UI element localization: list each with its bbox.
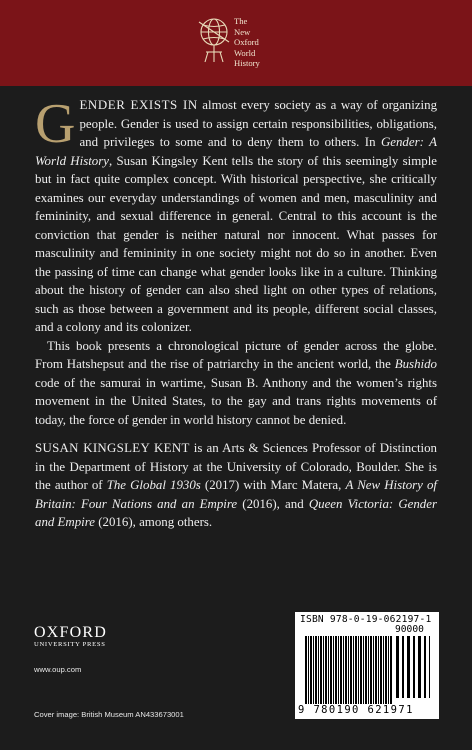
barcode-bar — [328, 636, 329, 704]
series-logo — [196, 14, 278, 78]
bio-text: (2016), among others. — [95, 515, 213, 529]
barcode-bar — [355, 636, 357, 704]
barcode-bar — [370, 636, 372, 704]
isbn-barcode — [295, 612, 439, 719]
barcode-bar — [373, 636, 374, 704]
bio-book-title: A New History of Britain: Four Nations and an Empire — [35, 478, 437, 511]
barcode-bar — [350, 636, 352, 704]
publisher-logo — [34, 624, 107, 648]
supplement-bars — [396, 636, 430, 698]
barcode-bar — [320, 636, 322, 704]
barcode-bar — [429, 636, 430, 698]
barcode-bar — [368, 636, 369, 704]
series-title — [234, 16, 260, 69]
blurb-paragraph-2 — [35, 337, 437, 430]
bio-text: (2017) with Marc Matera, — [200, 478, 346, 492]
barcode-bar — [315, 636, 317, 704]
lead-in: ENDER EXISTS IN — [79, 98, 198, 112]
barcode-bar — [383, 636, 384, 704]
back-cover-blurb — [35, 93, 438, 532]
series-line: History — [234, 58, 260, 69]
ean-digits: 9 780190 621971 — [298, 704, 414, 716]
barcode-bar — [413, 636, 415, 698]
barcode-bar — [380, 636, 382, 704]
barcode-bar — [310, 636, 312, 704]
blurb-paragraph-1 — [35, 93, 438, 337]
barcode-bar — [330, 636, 332, 704]
barcode-bar — [407, 636, 410, 698]
barcode-bar — [390, 636, 392, 704]
ean-bars — [305, 636, 393, 704]
barcode-bar — [388, 636, 389, 704]
barcode-bar — [363, 636, 364, 704]
barcode-bar — [375, 636, 377, 704]
barcode-bar — [378, 636, 379, 704]
publisher-subtitle: UNIVERSITY PRESS — [34, 641, 106, 648]
barcode-bar — [335, 636, 337, 704]
barcode-bar — [402, 636, 404, 698]
bio-book-title: The Global 1930s — [106, 478, 201, 492]
barcode-bar — [333, 636, 334, 704]
isbn-number: ISBN 978-0-19-062197-1 — [300, 614, 432, 625]
blurb-text: , Susan Kingsley Kent tells the story of this seemingly simple but in fact quite complex concept. With historical perspective, she critically examines our everyday understandings of women and men, masculinity and femininity, and sexual difference in general. Central to this account is the conviction that gender is neither natural nor innocent. What passes for masculinity and femininity in one society might not do so in another. Even the passing of time can change what gender looks like in a culture. Thinking about the history of gender can also shed light on other types of relations, such as those between a government and its people, different social classes, and a colony and its colonizer. — [35, 153, 437, 334]
bio-text: (2016), and — [237, 496, 309, 511]
barcode-bar — [338, 636, 339, 704]
barcode-bar — [353, 636, 354, 704]
drop-cap: G — [35, 93, 76, 155]
blurb-text: code of the samurai in wartime, Susan B. Anthony and the women’s rights movement in the United States, to the gay and trans rights movements of today, the force of gender in world history cannot be denied. — [35, 375, 437, 427]
barcode-bar — [325, 636, 327, 704]
price-code: 90000 — [395, 624, 424, 635]
barcode-bar — [318, 636, 319, 704]
barcode-bar — [323, 636, 324, 704]
series-line: New — [234, 26, 251, 37]
barcode-bar — [348, 636, 349, 704]
bio-book-title: Queen Victoria: Gender and Empire — [35, 496, 437, 529]
series-line: Oxford — [234, 37, 259, 48]
globe-icon — [196, 14, 232, 66]
barcode-bar — [340, 636, 342, 704]
barcode-bar — [308, 636, 309, 704]
author-name: SUSAN KINGSLEY KENT — [35, 441, 190, 455]
publisher-name: OXFORD — [34, 624, 107, 641]
book-title: Gender: A World History — [35, 135, 437, 168]
author-bio — [35, 439, 437, 532]
barcode-bar — [360, 636, 362, 704]
barcode-bar — [424, 636, 426, 698]
barcode-bar — [396, 636, 399, 698]
barcode-bar — [345, 636, 347, 704]
blurb-text: almost every society as a way of organizing people. Gender is used to assign certain responsibilities, obligations, and privileges to some and to deny them to others. In — [79, 98, 438, 149]
publisher-website[interactable]: www.oup.com — [34, 665, 82, 674]
barcode-bar — [385, 636, 387, 704]
blurb-text: This book presents a chronological picture of gender across the globe. From Hatshepsut and the rise of patriarchy in the ancient world, the — [35, 338, 437, 371]
italic-term: Bushido — [394, 357, 437, 371]
barcode-bar — [343, 636, 344, 704]
cover-credit: Cover image: British Museum AN433673001 — [34, 710, 184, 719]
barcode-bar — [313, 636, 314, 704]
bio-text: is an Arts & Sciences Professor of Distinction in the Department of History at the University of Colorado, Boulder. She is the author of — [35, 441, 437, 492]
barcode-bar — [365, 636, 367, 704]
barcode-bar — [418, 636, 421, 698]
series-line: The — [234, 16, 248, 26]
barcode-bar — [305, 636, 307, 704]
series-line: World — [234, 47, 256, 58]
barcode-bar — [358, 636, 359, 704]
